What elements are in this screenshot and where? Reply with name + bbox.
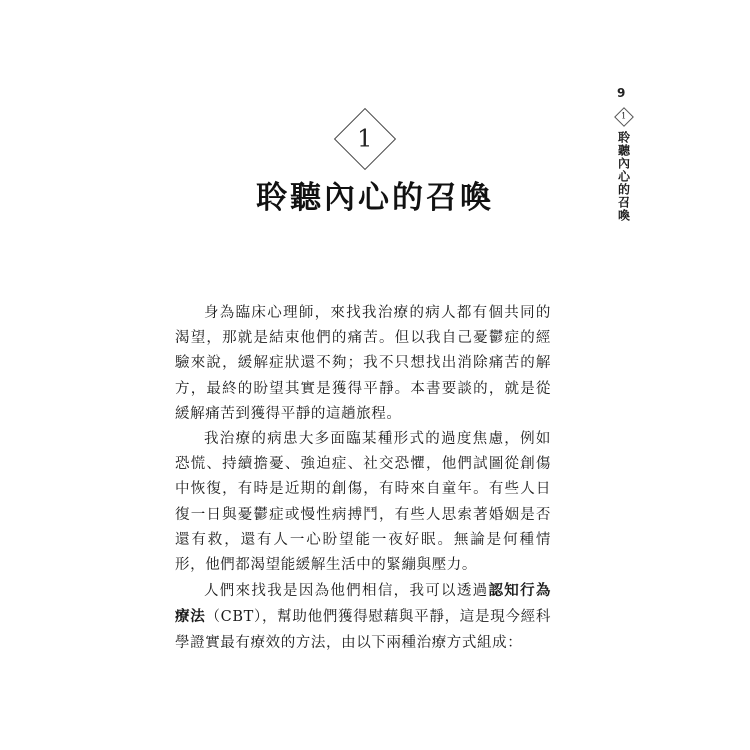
running-head-chapter-number: 1 [621, 112, 627, 121]
page-number: 9 [617, 86, 626, 100]
running-head-title: 聆聽內心的召喚 [616, 131, 631, 222]
paragraph-3 [175, 578, 551, 656]
running-head-chapter-badge [614, 107, 634, 127]
paragraph-3-emphasis: 認知行為療法 [175, 582, 551, 626]
chapter-number-badge [334, 108, 396, 170]
paragraph-2: 我治療的病患大多面臨某種形式的過度焦慮，例如恐慌、持續擔憂、強迫症、社交恐懼，他們試圖從創傷中恢復，有時是近期的創傷，有時來自童年。有些人日復一日與憂鬱症或慢性病搏鬥，有些人思索著婚姻是否還有救，還有人一心盼望能一夜好眠。無論是何種情形，他們都渴望能緩解生活中的緊繃與壓力。 [175, 431, 551, 574]
body-text [175, 301, 551, 656]
paragraph-3-text-before: 人們來找我是因為他們相信，我可以透過 [204, 583, 489, 600]
paragraph-3-text-after: （CBT），幫助他們獲得慰藉與平靜，這是現今經科學證實最有療效的方法，由以下兩種治療方式組成： [175, 609, 551, 651]
chapter-number: 1 [357, 125, 373, 153]
chapter-title: 聆聽內心的召喚 [256, 180, 494, 216]
paragraph-1: 身為臨床心理師，來找我治療的病人都有個共同的渴望，那就是結束他們的痛苦。但以我自己憂鬱症的經驗來說，緩解症狀還不夠；我不只想找出消除痛苦的解方，最終的盼望其實是獲得平靜。本書要談的，就是從緩解痛苦到獲得平靜的這趟旅程。 [175, 305, 551, 422]
